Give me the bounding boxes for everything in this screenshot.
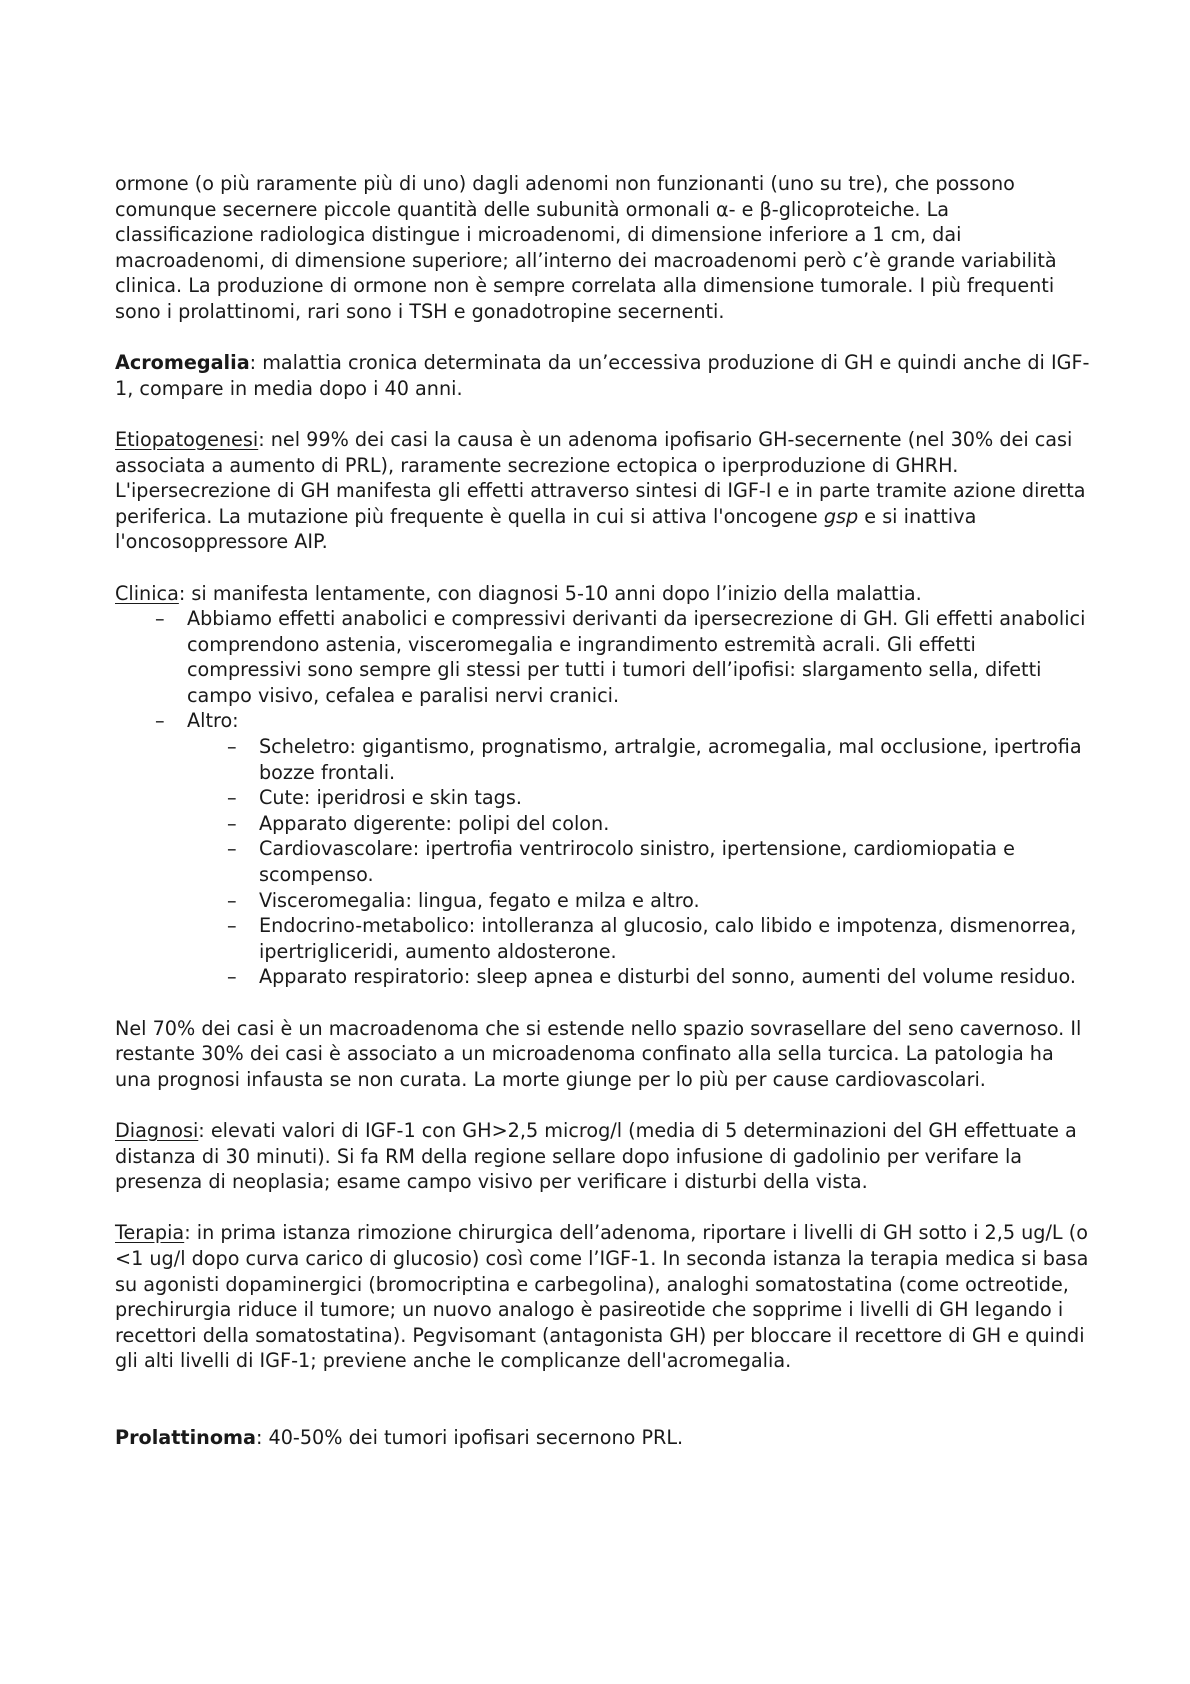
prolattinoma-heading: Prolattinoma: [115, 1426, 256, 1450]
sublist-item: – Cardiovascolare: ipertrofia ventrirocolo sinistro, ipertensione, cardiomiopatia e scompenso.: [187, 836, 1090, 887]
sublist-item: – Scheletro: gigantismo, prognatismo, artralgie, acromegalia, mal occlusione, ipertrofia bozze frontali.: [187, 734, 1090, 785]
terapia-heading: Terapia: [115, 1221, 185, 1245]
intro-paragraph: ormone (o più raramente più di uno) dagli adenomi non funzionanti (uno su tre), che possono comunque secernere piccole quantità delle subunità ormonali α- e β-glicoproteiche. La classificazione radiologica distingue i microadenomi, di dimensione inferiore a 1 cm, dai macroadenomi, di dimensione superiore; all’interno dei macroadenomi però c’è grande variabilità clinica. La produzione di ormone non è sempre correlata alla dimensione tumorale. I più frequenti sono i prolattinomi, rari sono i TSH e gonadotropine secernenti.: [115, 172, 1057, 323]
clinica-text: : si manifesta lentamente, con diagnosi 5-10 anni dopo l’inizio della malattia.: [178, 581, 922, 605]
sublist-item: – Cute: iperidrosi e skin tags.: [187, 785, 1090, 811]
clinica-paragraph: [115, 581, 1090, 607]
acromegalia-paragraph: [115, 350, 1090, 401]
clinica-heading: Clinica: [115, 581, 179, 605]
altro-sublist: [187, 734, 1090, 990]
sublist-item: – Visceromegalia: lingua, fegato e milza e altro.: [187, 888, 1090, 914]
acromegalia-heading: Acromegalia: [115, 351, 250, 375]
diagnosi-text: : elevati valori di IGF-1 con GH>2,5 microg/l (media di 5 determinazioni del GH effettuate a distanza di 30 minuti). Si fa RM della regione sellare dopo infusione di gadolinio per verifare la presenza di neoplasia; esame campo visivo per verificare i disturbi della vista.: [115, 1118, 1077, 1194]
sublist-item: – Apparato respiratorio: sleep apnea e disturbi del sonno, aumenti del volume residuo.: [187, 964, 1090, 990]
etiopatogenesi-paragraph: [115, 427, 1090, 555]
list-item-label: Altro:: [187, 709, 239, 733]
terapia-paragraph: [115, 1220, 1090, 1374]
etiopatogenesi-text: : nel 99% dei casi la causa è un adenoma ipofisario GH-secernente (nel 30% dei casi associata a aumento di PRL), raramente secrezione ectopica o iperproduzione di GHRH. L'ipersecrezione di GH manifesta gli effetti attraverso sintesi di IGF-I e in parte tramite azione diretta periferica. La mutazione più frequente è quella in cui si attiva l'oncogene: [115, 427, 1086, 528]
gsp-term: gsp: [823, 504, 859, 528]
list-item: [115, 708, 1090, 990]
prolattinoma-paragraph: [115, 1425, 1090, 1451]
diagnosi-paragraph: [115, 1118, 1090, 1195]
sublist-item: – Apparato digerente: polipi del colon.: [187, 811, 1090, 837]
acromegalia-text: : malattia cronica determinata da un’eccessiva produzione di GH e quindi anche di IGF-1, compare in media dopo i 40 anni.: [115, 351, 1090, 400]
diagnosi-heading: Diagnosi: [115, 1118, 199, 1142]
etiopatogenesi-text-end: e si inattiva l'oncosoppressore AIP.: [115, 504, 977, 554]
terapia-text: : in prima istanza rimozione chirurgica dell’adenoma, riportare i livelli di GH sotto i 2,5 ug/L (o <1 ug/l dopo curva carico di glucosio) così come l’IGF-1. In seconda istanza la terapia medica si basa su agonisti dopaminergici (bromocriptina e carbegolina), analoghi somatostatina (come octreotide, prechirurgia riduce il tumore; un nuovo analogo è pasireotide che sopprime i livelli di GH legando i recettori della somatostatina). Pegvisomant (antagonista GH) per bloccare il recettore di GH e quindi gli alti livelli di IGF-1; previene anche le complicanze dell'acromegalia.: [115, 1221, 1089, 1373]
document-body: [115, 171, 1090, 1451]
clinica-list: [115, 606, 1090, 990]
prolattinoma-text: : 40-50% dei tumori ipofisari secernono PRL.: [255, 1426, 684, 1450]
list-item: – Abbiamo effetti anabolici e compressivi derivanti da ipersecrezione di GH. Gli effetti anabolici comprendono astenia, visceromegalia e ingrandimento estremità acrali. Gli effetti compressivi sono sempre gli stessi per tutti i tumori dell’ipofisi: slargamento sella, difetti campo visivo, cefalea e paralisi nervi cranici.: [115, 606, 1090, 708]
etiopatogenesi-heading: Etiopatogenesi: [115, 427, 259, 451]
macroadenoma-paragraph: Nel 70% dei casi è un macroadenoma che si estende nello spazio sovrasellare del seno cavernoso. Il restante 30% dei casi è associato a un microadenoma confinato alla sella turcica. La patologia ha una prognosi infausta se non curata. La morte giunge per lo più per cause cardiovascolari.: [115, 1016, 1082, 1091]
sublist-item: – Endocrino-metabolico: intolleranza al glucosio, calo libido e impotenza, dismenorrea, ipertrigliceridi, aumento aldosterone.: [187, 913, 1090, 964]
